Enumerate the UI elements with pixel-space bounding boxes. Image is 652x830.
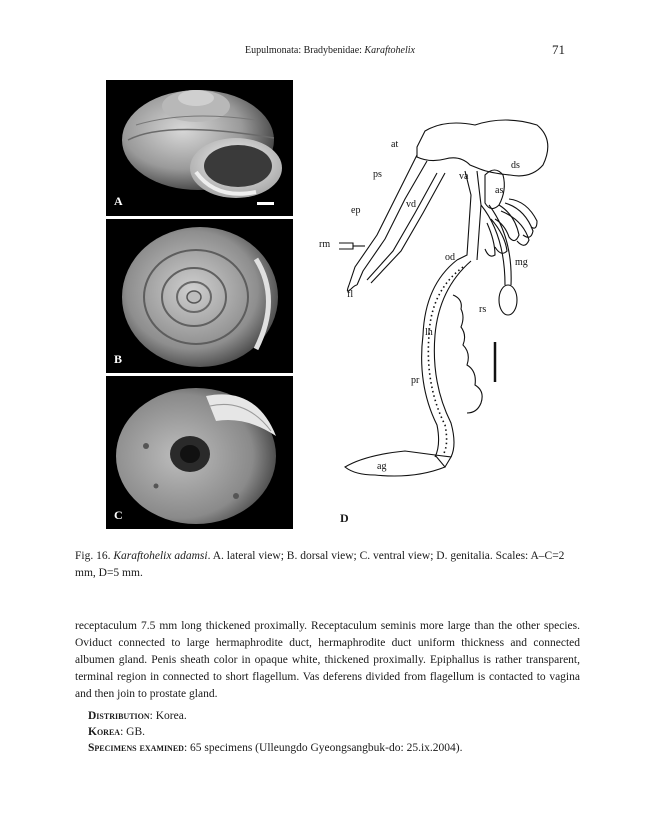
photo-panel-c [106,376,293,529]
label-ps: ps [373,169,382,180]
body-paragraph: receptaculum 7.5 mm long thickened proximally. Receptaculum seminis more large than the other species. Oviduct connected to large hermaphrodite duct, hermaphrodite duct uniform thickness and connected albumen gland. Penis sheath color in opaque white, thickened proximally. Epiphallus is rather transparent, terminal region in connected to short flagellum. Vas deferens divided from flagellum is contacted to vagina and then join to prostate gland. [75,620,580,700]
genitalia-diagram [305,95,567,505]
caption-text: . A. lateral view; B. dorsal view; C. ventral view; D. genitalia. Scales: A–C=2 mm, D=5 mm. [75,550,565,579]
distribution-label: Distribution [88,710,150,722]
distribution-line: Distribution: Korea. [88,710,187,722]
shell-dorsal-image [106,219,293,373]
label-ep: ep [351,205,361,216]
photo-panel-b [106,219,293,373]
label-od: od [445,252,455,263]
scale-bar-a [257,202,274,205]
label-rm: rm [319,239,331,250]
label-ds: ds [511,160,520,171]
receptaculum-seminis [499,285,517,315]
distribution-value: Korea. [155,710,187,722]
panel-letter-d: D [340,511,349,525]
label-mg: mg [515,257,528,268]
hermaphrodite-lobes [453,295,482,413]
running-head-prefix: Eupulmonata: Bradybenidae: [245,45,365,56]
receptaculum-stalk [481,205,505,285]
specimens-line: Specimens examined: 65 specimens (Ulleungdo Gyeongsangbuk-do: 25.ix.2004). [88,742,463,754]
label-lh: lh [425,327,433,338]
vagina [457,171,471,260]
label-pr: pr [411,375,420,386]
page-number: 71 [552,42,565,57]
mucus-glands [495,205,519,241]
specimens-value: 65 specimens (Ulleungdo Gyeongsangbuk-do: 25.ix.2004). [190,742,463,754]
label-fl: fl [347,289,354,300]
panel-letter-c: C [114,508,123,522]
shell-lateral-image [106,80,293,216]
shell-ventral-image [106,376,293,529]
caption-prefix: Fig. 16. [75,550,111,562]
retractor-muscle [339,243,353,249]
photo-panel-a [106,80,293,216]
panel-letter-b: B [114,352,123,366]
caption-species: Karaftohelix adamsi [113,550,208,562]
label-as: as [495,185,504,196]
label-at: at [391,139,399,150]
korea-line: Korea: GB. [88,726,145,738]
running-head [245,45,415,56]
atrium-outline [417,120,548,176]
korea-label: Korea [88,726,121,738]
label-va: va [459,171,469,182]
label-ag: ag [377,461,387,472]
albumen-gland [345,451,445,476]
korea-value: GB. [126,726,145,738]
label-rs: rs [479,304,487,315]
running-head-genus: Karaftohelix [364,45,415,56]
label-vd: vd [406,199,416,210]
specimens-label: Specimens examined [88,742,184,754]
panel-letter-a: A [114,194,123,208]
figure-caption [75,548,580,582]
penis-sheath [349,155,417,285]
